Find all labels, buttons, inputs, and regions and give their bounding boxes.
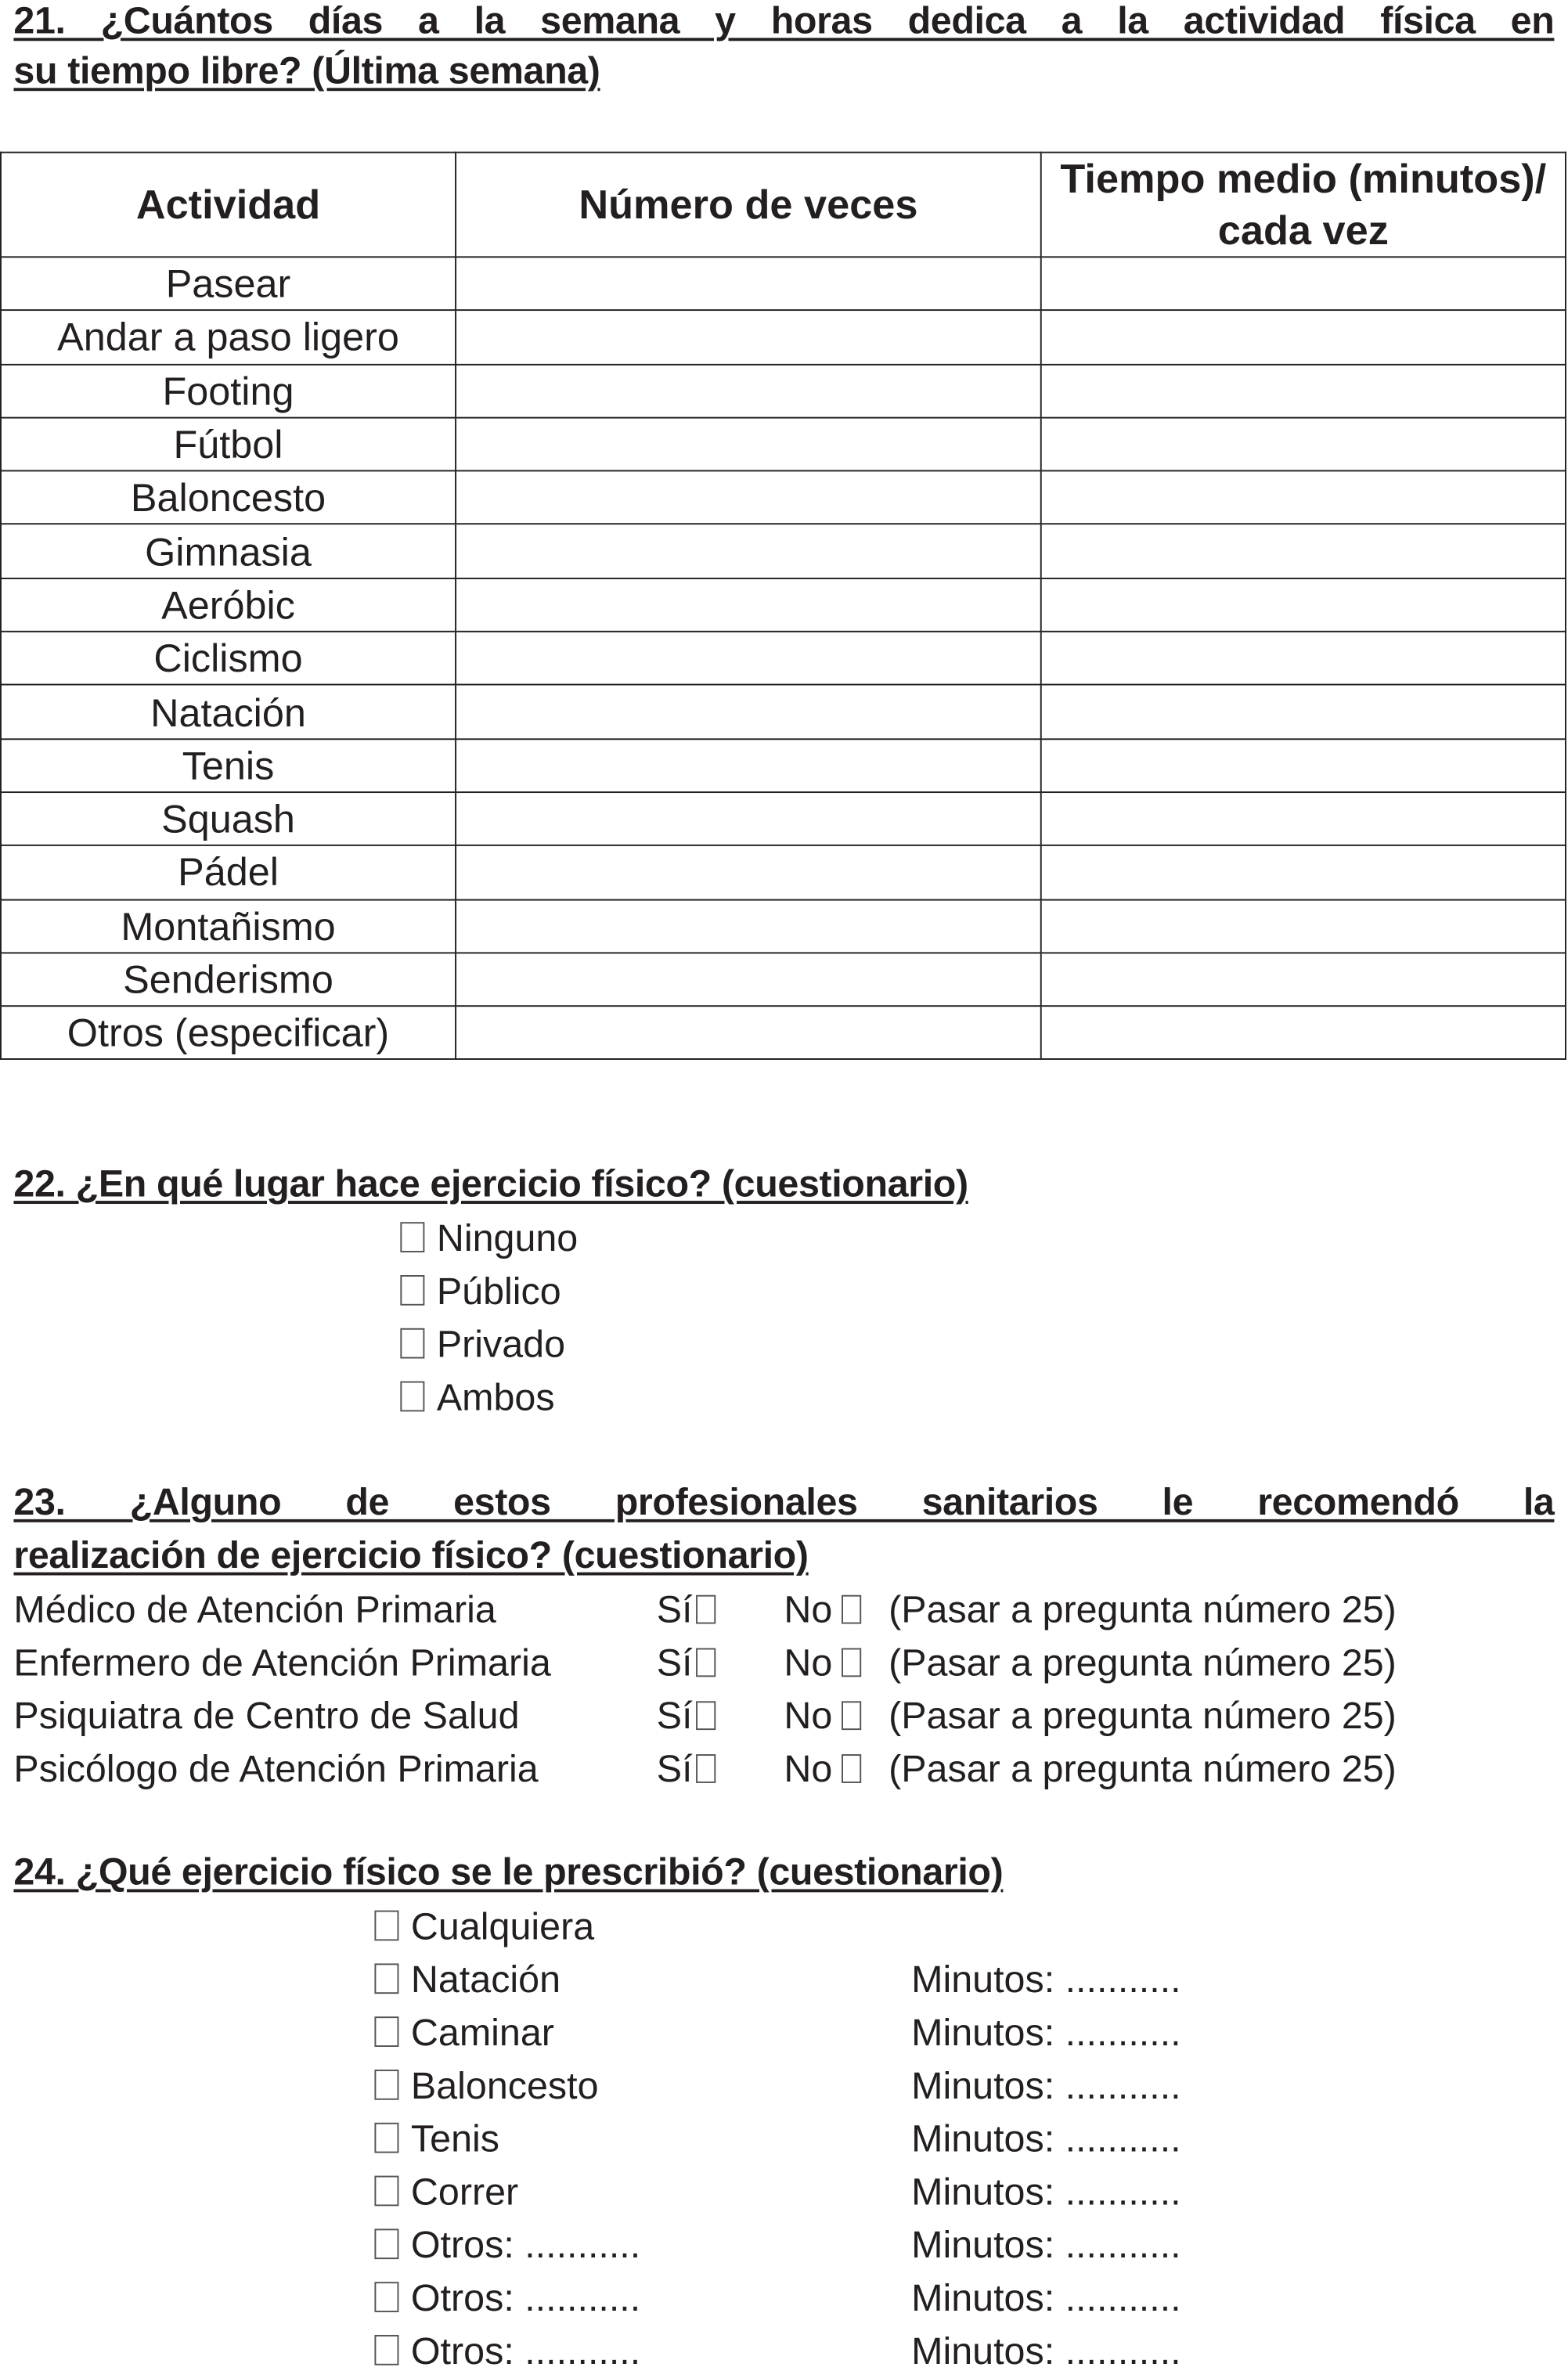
professional-label: Psiquiatra de Centro de Salud: [13, 1695, 520, 1738]
checkbox[interactable]: [374, 2228, 398, 2259]
option-label: Correr: [410, 2171, 519, 2214]
no-label: No: [784, 1695, 833, 1738]
activity-name: Tenis: [1, 739, 456, 792]
yes-checkbox[interactable]: [695, 1754, 715, 1783]
table-row: [1, 899, 1566, 953]
no-option[interactable]: [784, 1587, 861, 1633]
checkbox[interactable]: [374, 2176, 398, 2207]
minutes-field[interactable]: Minutos: ...........: [911, 2012, 1181, 2055]
minutes-cell[interactable]: [1041, 792, 1566, 845]
times-cell[interactable]: [456, 953, 1041, 1006]
checkbox[interactable]: [400, 1382, 424, 1412]
q24-option-cualquiera[interactable]: [374, 1904, 594, 1950]
q23-title-line2: realización de ejercicio físico? (cuestionario): [13, 1534, 809, 1577]
table-row: [1, 792, 1566, 845]
minutes-field[interactable]: Minutos: ...........: [911, 2330, 1181, 2373]
q24-option[interactable]: [374, 2223, 640, 2268]
q21-title-line2: su tiempo libre? (Última semana): [13, 49, 600, 93]
checkbox[interactable]: [400, 1328, 424, 1359]
q24-title: 24. ¿Qué ejercicio físico se le prescribió? (cuestionario): [13, 1851, 1004, 1894]
skip-note: (Pasar a pregunta número 25): [889, 1695, 1397, 1738]
times-cell[interactable]: [456, 685, 1041, 738]
option-label: Cualquiera: [410, 1905, 595, 1949]
option-label: Privado: [436, 1324, 566, 1367]
activity-name: Gimnasia: [1, 524, 456, 578]
times-cell[interactable]: [456, 899, 1041, 953]
yes-option[interactable]: [657, 1587, 716, 1633]
minutes-cell[interactable]: [1041, 364, 1566, 417]
table-row: [1, 578, 1566, 632]
times-cell[interactable]: [456, 578, 1041, 632]
minutes-field[interactable]: Minutos: ...........: [911, 2277, 1181, 2320]
option-label: Otros: ...........: [410, 2224, 641, 2267]
no-option[interactable]: [784, 1694, 861, 1739]
minutes-cell[interactable]: [1041, 899, 1566, 953]
q24-option[interactable]: [374, 2170, 518, 2215]
minutes-cell[interactable]: [1041, 417, 1566, 470]
no-label: No: [784, 1641, 833, 1685]
no-checkbox[interactable]: [842, 1701, 861, 1730]
no-option[interactable]: [784, 1641, 861, 1686]
times-cell[interactable]: [456, 364, 1041, 417]
option-label: Ambos: [436, 1376, 555, 1420]
q22-option[interactable]: [400, 1216, 578, 1261]
minutes-field[interactable]: Minutos: ...........: [911, 2171, 1181, 2214]
activity-name: Montañismo: [1, 899, 456, 953]
q23-title-line1: 23. ¿Alguno de estos profesionales sanitarios le recomendó la: [13, 1481, 1555, 1524]
activity-name: Aeróbic: [1, 578, 456, 632]
q22-option[interactable]: [400, 1375, 554, 1421]
q24-option[interactable]: [374, 2063, 598, 2109]
option-label: Público: [436, 1270, 561, 1313]
table-row: [1, 953, 1566, 1006]
checkbox[interactable]: [374, 2282, 398, 2312]
option-label: Otros: ...........: [410, 2277, 641, 2320]
minutes-cell[interactable]: [1041, 685, 1566, 738]
minutes-field[interactable]: Minutos: ...........: [911, 1958, 1181, 2001]
minutes-cell[interactable]: [1041, 953, 1566, 1006]
header-numero-veces: Número de veces: [456, 153, 1041, 258]
checkbox[interactable]: [374, 2335, 398, 2365]
times-cell[interactable]: [456, 417, 1041, 470]
times-cell[interactable]: [456, 792, 1041, 845]
yes-label: Sí: [656, 1748, 693, 1791]
yes-checkbox[interactable]: [695, 1648, 715, 1677]
checkbox[interactable]: [374, 1963, 398, 1994]
activity-name: Baloncesto: [1, 471, 456, 524]
no-label: No: [784, 1588, 833, 1632]
minutes-field[interactable]: Minutos: ...........: [911, 2065, 1181, 2108]
activity-name: Pasear: [1, 257, 456, 310]
q24-option[interactable]: [374, 2275, 640, 2321]
activity-name: Otros (especificar): [1, 1007, 456, 1060]
times-cell[interactable]: [456, 1007, 1041, 1060]
q22-option[interactable]: [400, 1322, 565, 1367]
professional-label: Enfermero de Atención Primaria: [13, 1641, 551, 1685]
yes-checkbox[interactable]: [695, 1595, 715, 1624]
table-row: [1, 685, 1566, 738]
header-actividad: Actividad: [1, 153, 456, 258]
q22-title: 22. ¿En qué lugar hace ejercicio físico? (cuestionario): [13, 1162, 968, 1205]
checkbox[interactable]: [374, 1911, 398, 1941]
table-row: [1, 257, 1566, 310]
activity-name: Squash: [1, 792, 456, 845]
yes-option[interactable]: [657, 1746, 716, 1792]
activity-name: Ciclismo: [1, 632, 456, 685]
table-row: [1, 524, 1566, 578]
times-cell[interactable]: [456, 632, 1041, 685]
activity-name: Andar a paso ligero: [1, 311, 456, 364]
option-label: Caminar: [410, 2012, 554, 2055]
times-cell[interactable]: [456, 524, 1041, 578]
professional-label: Psicólogo de Atención Primaria: [13, 1748, 539, 1791]
minutes-field[interactable]: Minutos: ...........: [911, 2117, 1181, 2161]
yes-option[interactable]: [657, 1641, 716, 1686]
checkbox[interactable]: [374, 2016, 398, 2047]
no-checkbox[interactable]: [842, 1648, 861, 1677]
no-checkbox[interactable]: [842, 1754, 861, 1783]
table-row: [1, 845, 1566, 899]
minutes-cell[interactable]: [1041, 471, 1566, 524]
yes-checkbox[interactable]: [695, 1701, 715, 1730]
table-row: [1, 632, 1566, 685]
times-cell[interactable]: [456, 311, 1041, 364]
times-cell[interactable]: [456, 845, 1041, 899]
activity-table: [0, 152, 1566, 1061]
activity-name: Natación: [1, 685, 456, 738]
table-row: [1, 364, 1566, 417]
checkbox[interactable]: [400, 1275, 424, 1306]
no-label: No: [784, 1748, 833, 1791]
no-option[interactable]: [784, 1746, 861, 1792]
q24-option[interactable]: [374, 2010, 554, 2056]
header-tiempo-medio: Tiempo medio (minutos)/ cada vez: [1041, 153, 1566, 258]
checkbox[interactable]: [400, 1222, 424, 1252]
activity-name: Pádel: [1, 845, 456, 899]
table-row: [1, 1007, 1566, 1060]
minutes-cell[interactable]: [1041, 257, 1566, 310]
minutes-cell[interactable]: [1041, 845, 1566, 899]
minutes-cell[interactable]: [1041, 739, 1566, 792]
yes-label: Sí: [656, 1641, 693, 1685]
yes-option[interactable]: [657, 1694, 716, 1739]
minutes-cell[interactable]: [1041, 578, 1566, 632]
professional-label: Médico de Atención Primaria: [13, 1588, 496, 1632]
skip-note: (Pasar a pregunta número 25): [889, 1588, 1397, 1632]
minutes-cell[interactable]: [1041, 524, 1566, 578]
q24-option[interactable]: [374, 2329, 640, 2374]
times-cell[interactable]: [456, 739, 1041, 792]
option-label: Baloncesto: [410, 2065, 599, 2108]
yes-label: Sí: [656, 1695, 693, 1738]
q24-option[interactable]: [374, 2117, 499, 2162]
no-checkbox[interactable]: [842, 1595, 861, 1624]
q22-option[interactable]: [400, 1269, 561, 1314]
table-row: [1, 739, 1566, 792]
minutes-cell[interactable]: [1041, 1007, 1566, 1060]
checkbox[interactable]: [374, 2070, 398, 2100]
skip-note: (Pasar a pregunta número 25): [889, 1748, 1397, 1791]
activity-name: Footing: [1, 364, 456, 417]
q21-title-line1: 21. ¿Cuántos días a la semana y horas dedica a la actividad física en: [13, 0, 1555, 43]
table-row: [1, 311, 1566, 364]
q24-option[interactable]: [374, 1958, 561, 2003]
activity-name: Senderismo: [1, 953, 456, 1006]
times-cell[interactable]: [456, 257, 1041, 310]
table-row: [1, 417, 1566, 470]
activity-name: Fútbol: [1, 417, 456, 470]
times-cell[interactable]: [456, 471, 1041, 524]
table-row: [1, 471, 1566, 524]
option-label: Ninguno: [436, 1217, 579, 1260]
checkbox[interactable]: [374, 2123, 398, 2153]
option-label: Otros: ...........: [410, 2330, 641, 2373]
option-label: Natación: [410, 1958, 561, 2001]
option-label: Tenis: [410, 2117, 499, 2161]
minutes-field[interactable]: Minutos: ...........: [911, 2224, 1181, 2267]
skip-note: (Pasar a pregunta número 25): [889, 1641, 1397, 1685]
yes-label: Sí: [656, 1588, 693, 1632]
minutes-cell[interactable]: [1041, 632, 1566, 685]
minutes-cell[interactable]: [1041, 311, 1566, 364]
